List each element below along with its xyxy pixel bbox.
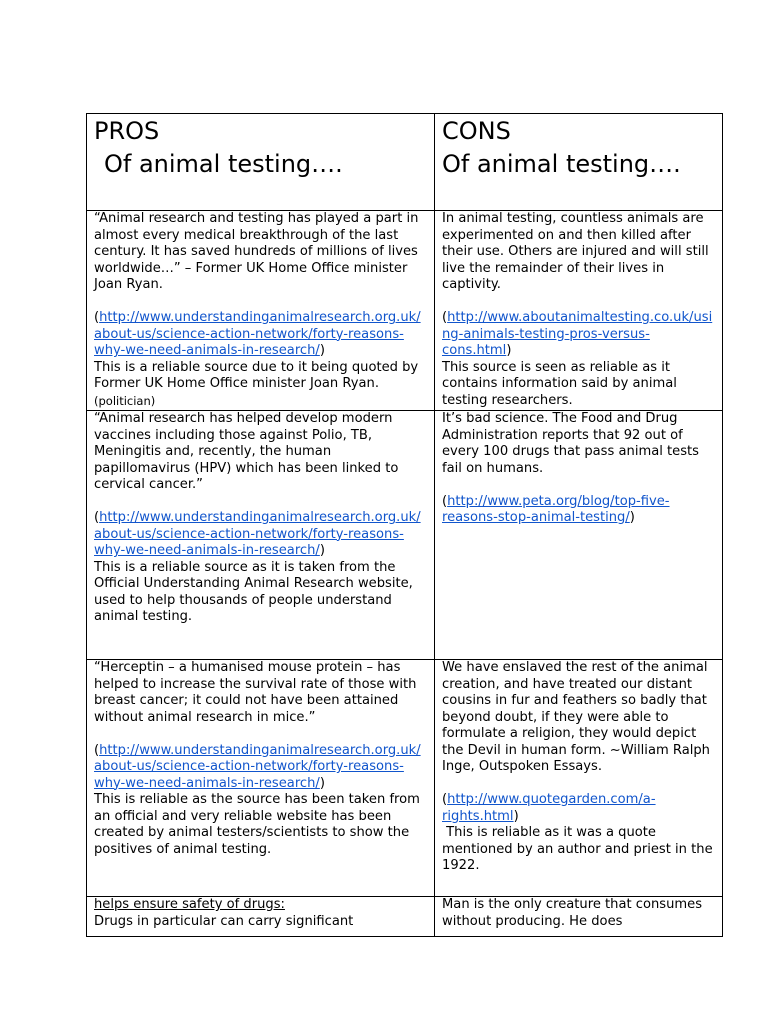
table-row — [87, 411, 723, 660]
pro-cell: “Animal research has helped develop modern vaccines including those against Polio, TB, Meningitis and, recently, the human papillomavirus (HPV) which has been linked to cervical cancer.” (http://www.understandinganimalresearch.org.uk/about-us/science-action-network/forty-reasons-why-we-need-animals-in-research/) This is a reliable source as it is taken from the Official Understanding Animal Research website, used to help thousands of people understand animal testing. — [87, 411, 435, 660]
header-row — [87, 114, 723, 211]
pro-text: Drugs in particular can carry significant — [94, 913, 354, 929]
pros-header-cell — [87, 114, 435, 211]
table-row — [87, 660, 723, 897]
pro-quote: “Animal research has helped develop modern vaccines including those against Polio, TB, Meningitis and, recently, the human papillomavirus (HPV) which has been linked to cervical cancer.” — [94, 411, 399, 492]
reliability-note: This is reliable as it was a quote mentioned by an author and priest in the 1922. — [442, 825, 717, 873]
reliability-note: This is reliable as the source has been taken from an official and very reliable website has been created by animal testers/scientists to show the positives of animal testing. — [94, 792, 420, 857]
source-link[interactable]: http://www.aboutanimaltesting.co.uk/using-animals-testing-pros-versus-cons.html — [442, 310, 713, 358]
reliability-note-small: (politician) — [94, 393, 156, 408]
pro-cell: “Animal research and testing has played a part in almost every medical breakthrough of the last century. It has saved hundreds of millions of lives worldwide…” – Former UK Home Office minister Joan Ryan. (http://www.understandinganimalresearch.org.uk/about-us/science-action-network/forty-reasons-why-we-need-animals-in-research/) This is a reliable source due to it being quoted by Former UK Home Office minister Joan Ryan. (politician) — [87, 211, 435, 411]
pro-quote: “Animal research and testing has played a part in almost every medical breakthrough of the last century. It has saved hundreds of millions of lives worldwide…” – Former UK Home Office minister Joan Ryan. — [94, 211, 419, 292]
source-link[interactable]: http://www.understandinganimalresearch.org.uk/about-us/science-action-network/forty-reasons-why-we-need-animals-in-research/ — [94, 510, 421, 558]
pro-cell — [87, 897, 435, 937]
table-row — [87, 211, 723, 411]
con-quote: In animal testing, countless animals are experimented on and then killed after their use. Others are injured and will still live the remainder of their lives in captivity. — [442, 211, 709, 292]
con-cell: It’s bad science. The Food and Drug Administration reports that 92 out of every 100 drugs that pass animal tests fail on humans. (http://www.peta.org/blog/top-five-reasons-stop-animal-testing/) — [435, 411, 723, 660]
cons-header-cell — [435, 114, 723, 211]
con-cell: We have enslaved the rest of the animal creation, and have treated our distant cousins in fur and feathers so badly that beyond doubt, if they were able to formulate a religion, they would depict the Devil in human form. ~William Ralph Inge, Outspoken Essays. (http://www.quotegarden.com/a-rights.html) This is reliable as it was a quote mentioned by an author and priest in the 1922. — [435, 660, 723, 897]
cons-title: CONS — [442, 117, 511, 145]
pro-heading: helps ensure safety of drugs: — [94, 897, 285, 912]
pro-cell: “Herceptin – a humanised mouse protein – has helped to increase the survival rate of those with breast cancer; it could not have been attained without animal research in mice.” (http://www.understandinganimalresearch.org.uk/about-us/science-action-network/forty-reasons-why-we-need-animals-in-research/) This is reliable as the source has been taken from an official and very reliable website has been created by animal testers/scientists to show the positives of animal testing. — [87, 660, 435, 897]
con-quote: We have enslaved the rest of the animal creation, and have treated our distant cousins in fur and feathers so badly that beyond doubt, if they were able to formulate a religion, they would depict the Devil in human form. ~William Ralph Inge, Outspoken Essays. — [442, 660, 710, 774]
pros-subtitle: Of animal testing…. — [104, 150, 343, 178]
source-link[interactable]: http://www.quotegarden.com/a-rights.html — [442, 792, 656, 824]
source-link[interactable]: http://www.understandinganimalresearch.org.uk/about-us/science-action-network/forty-reasons-why-we-need-animals-in-research/ — [94, 310, 421, 358]
con-quote: It’s bad science. The Food and Drug Administration reports that 92 out of every 100 drugs that pass animal tests fail on humans. — [442, 411, 699, 476]
con-text: Man is the only creature that consumes without producing. He does — [442, 897, 703, 929]
con-cell: In animal testing, countless animals are experimented on and then killed after their use. Others are injured and will still live the remainder of their lives in captivity. (http://www.aboutanimaltesting.co.uk/using-animals-testing-pros-versus-cons.html) This source is seen as reliable as it contains information said by animal testing researchers. — [435, 211, 723, 411]
source-link[interactable]: http://www.peta.org/blog/top-five-reasons-stop-animal-testing/ — [442, 493, 670, 525]
reliability-note: This is a reliable source due to it being quoted by Former UK Home Office minister Joan Ryan. (politician) — [94, 359, 419, 408]
con-cell — [435, 897, 723, 937]
reliability-note: This is a reliable source as it is taken from the Official Understanding Animal Research website, used to help thousands of people understand animal testing. — [94, 559, 413, 624]
reliability-note: This source is seen as reliable as it contains information said by animal testing researchers. — [442, 359, 677, 408]
cons-subtitle: Of animal testing…. — [442, 150, 681, 178]
source-link[interactable]: http://www.understandinganimalresearch.org.uk/about-us/science-action-network/forty-reasons-why-we-need-animals-in-research/ — [94, 742, 421, 791]
pro-quote: “Herceptin – a humanised mouse protein – has helped to increase the survival rate of those with breast cancer; it could not have been attained without animal research in mice.” — [94, 660, 417, 725]
table-row — [87, 897, 723, 937]
pros-cons-table — [86, 113, 723, 937]
pros-title: PROS — [94, 117, 160, 145]
